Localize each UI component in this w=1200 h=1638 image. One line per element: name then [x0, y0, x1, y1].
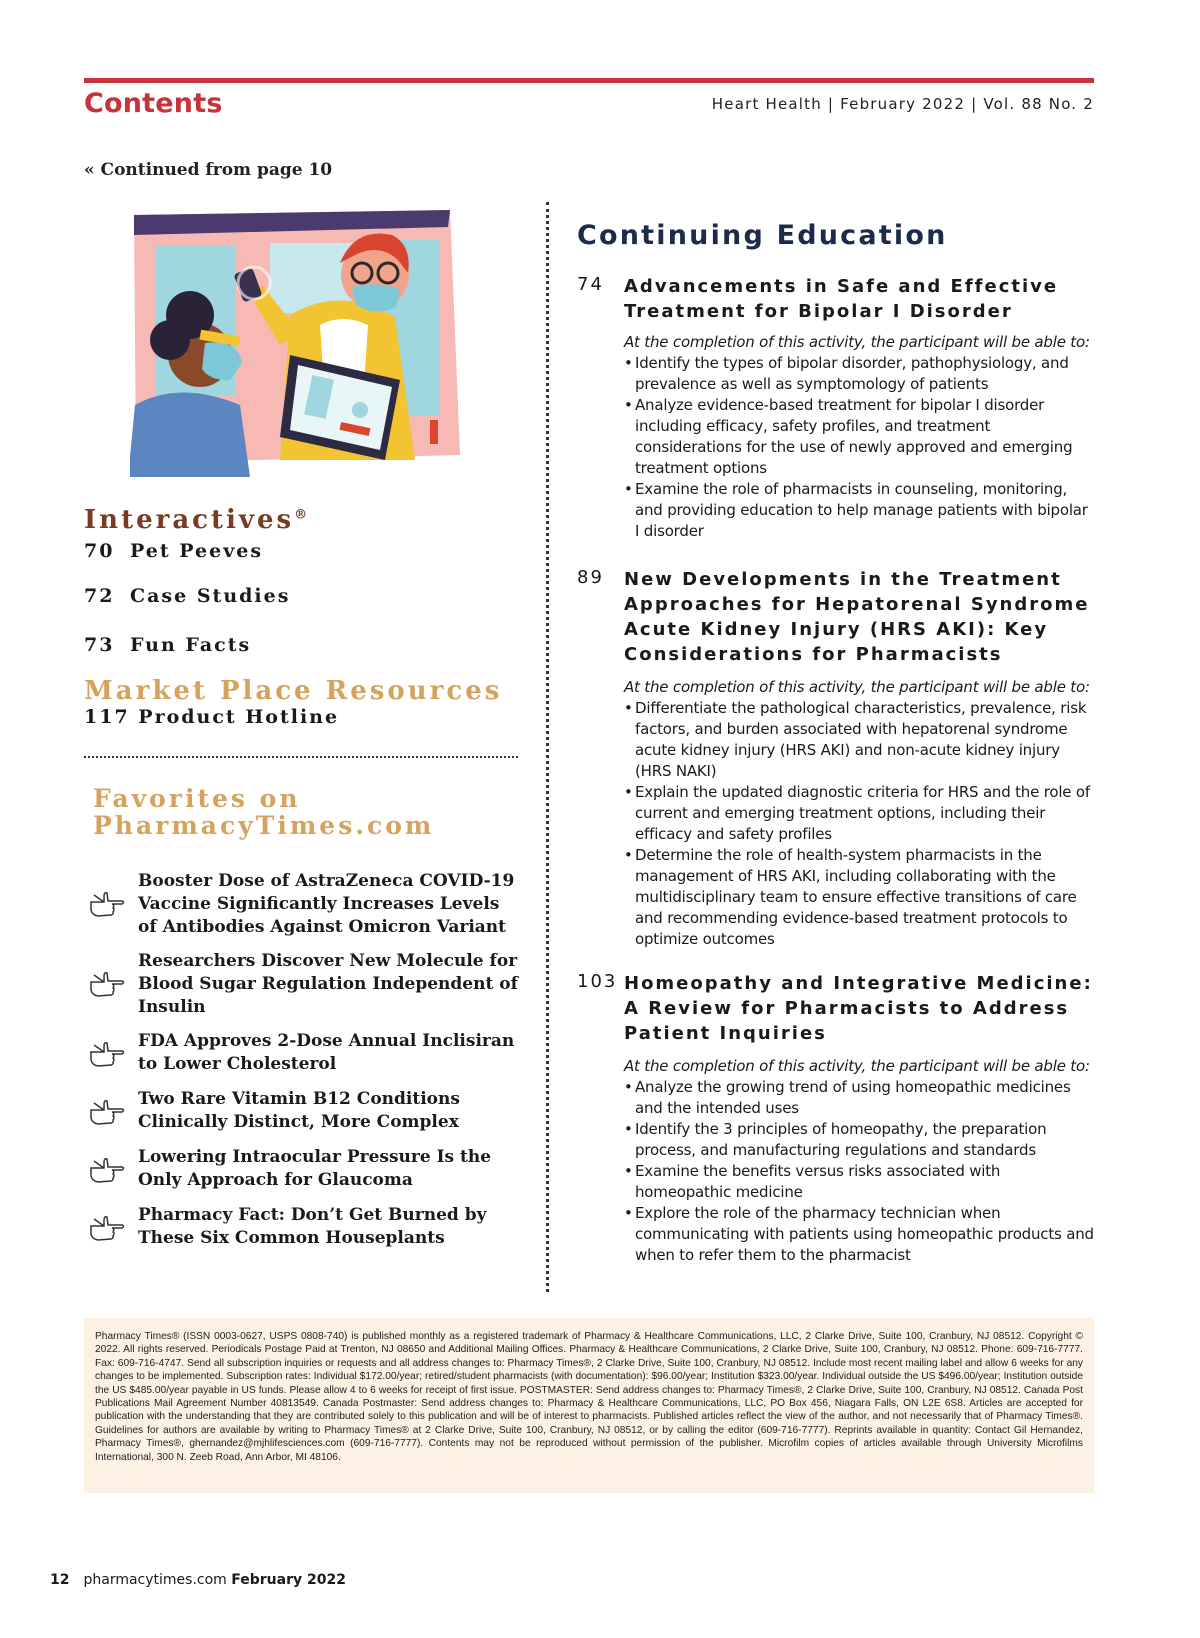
- item-title: Pet Peeves: [130, 540, 264, 562]
- interactives-item-case-studies[interactable]: [84, 585, 290, 607]
- publisher-notice-box: [84, 1318, 1094, 1493]
- interactives-item-pet-peeves[interactable]: [84, 540, 263, 562]
- page-footer: [50, 1572, 346, 1588]
- ce-objective: • Analyze evidence-based treatment for bipolar I disorder including efficacy, safety profiles, and treatment considerations for the use of newly approved and emerging treatment options: [624, 395, 1094, 479]
- ce-article-title: Homeopathy and Integrative Medicine: A Review for Pharmacists to Address Patient Inquiries: [624, 973, 1093, 1044]
- ce-page-number: 89: [577, 567, 604, 588]
- pointing-hand-icon: [88, 1034, 128, 1074]
- ce-objective: • Analyze the growing trend of using homeopathic medicines and the intended uses: [624, 1077, 1094, 1119]
- ce-objectives-list: [624, 698, 1094, 950]
- ce-objective: • Explore the role of the pharmacy technician when communicating with patients using homeopathic products and when to refer them to the pharmacist: [624, 1203, 1094, 1266]
- item-page: 70: [84, 540, 115, 562]
- item-page: 72: [84, 585, 115, 607]
- ce-objective: • Identify the types of bipolar disorder, pathophysiology, and prevalence as well as symptomology of patients: [624, 353, 1094, 395]
- favorite-title: Pharmacy Fact: Don’t Get Burned by These Six Common Houseplants: [138, 1205, 487, 1248]
- item-page: 73: [84, 634, 115, 656]
- market-item-product-hotline[interactable]: [84, 706, 339, 728]
- ce-objectives-intro: At the completion of this activity, the participant will be able to:: [624, 678, 1090, 696]
- ce-objective: • Differentiate the pathological characteristics, prevalence, risk factors, and burden associated with hepatorenal syndrome acute kidney injury (HRS AKI) and non-acute kidney injury (HRS NAKI): [624, 698, 1094, 782]
- favorites-heading: Favorites on PharmacyTimes.com: [93, 784, 435, 840]
- header-rule: [84, 78, 1094, 83]
- ce-page-number: 74: [577, 274, 604, 295]
- column-divider: [546, 202, 549, 1292]
- continued-note: « Continued from page 10: [84, 160, 333, 180]
- page-number: 12: [50, 1572, 70, 1588]
- pointing-hand-icon: [88, 1092, 128, 1132]
- favorite-title: Lowering Intraocular Pressure Is the Only Approach for Glaucoma: [138, 1147, 492, 1190]
- item-title: Case Studies: [130, 585, 291, 607]
- ce-objectives-list: [624, 1077, 1094, 1266]
- interactives-item-fun-facts[interactable]: [84, 634, 251, 656]
- item-page: 117: [84, 706, 130, 728]
- page-title: Contents: [84, 88, 223, 119]
- ce-article-title: New Developments in the Treatment Approaches for Hepatorenal Syndrome Acute Kidney Injury (HRS AKI): Key Considerations for Pharmacists: [624, 569, 1090, 665]
- site-link[interactable]: pharmacytimes.com: [83, 1572, 227, 1588]
- pointing-hand-icon: [88, 964, 128, 1004]
- item-title: Product Hotline: [138, 706, 340, 728]
- footer-date: February 2022: [231, 1572, 346, 1588]
- pointing-hand-icon: [88, 1208, 128, 1248]
- market-place-heading: Market Place Resources: [84, 676, 503, 706]
- ce-objectives-intro: At the completion of this activity, the participant will be able to:: [624, 1057, 1090, 1075]
- issue-info: Heart Health | February 2022 | Vol. 88 No. 2: [711, 95, 1094, 113]
- favorite-title: Booster Dose of AstraZeneca COVID-19 Vaccine Significantly Increases Levels of Antibodies Against Omicron Variant: [138, 871, 515, 937]
- ce-page-number: 103: [577, 971, 618, 992]
- ce-objective: • Examine the role of pharmacists in counseling, monitoring, and providing education to help manage patients with bipolar I disorder: [624, 479, 1094, 542]
- ce-objective: • Determine the role of health-system pharmacists in the management of HRS AKI, including collaborating with the multidisciplinary team to ensure effective transitions of care and recommending evidence-based treatment protocols to optimize outcomes: [624, 845, 1094, 950]
- pointing-hand-icon: [88, 884, 128, 924]
- ce-objective: • Examine the benefits versus risks associated with homeopathic medicine: [624, 1161, 1094, 1203]
- pharmacist-vaccination-illustration: [130, 205, 470, 477]
- ce-objectives-list: [624, 353, 1094, 542]
- item-title: Fun Facts: [130, 634, 252, 656]
- favorite-title: Two Rare Vitamin B12 Conditions Clinically Distinct, More Complex: [138, 1089, 460, 1132]
- ce-objective: • Explain the updated diagnostic criteria for HRS and the role of current and emerging treatment options, including their efficacy and safety profiles: [624, 782, 1094, 845]
- ce-article-title: Advancements in Safe and Effective Treatment for Bipolar I Disorder: [624, 276, 1059, 322]
- publisher-notice: Pharmacy Times® (ISSN 0003-0627, USPS 0808-740) is published monthly as a registered trademark of Pharmacy & Healthcare Communications, LLC, 2 Clarke Drive, Suite 100, Cranbury, NJ 08512. Copyright © 2022. All rights reserved. Periodicals Postage Paid at Trenton, NJ 08650 and Additional Mailing Offices. Pharmacy & Healthcare Communications, 2 Clarke Drive, Suite 100, Cranbury, NJ 08512. Phone: 609-716-7777. Fax: 609-716-4747. Send all subscription inquiries or requests and all address changes to: Pharmacy Times®, 2 Clarke Drive, Suite 100, Cranbury, NJ 08512. Include most recent mailing label and allow 6 weeks for any changes to be implemented. Subscription rates: Individual $172.00/year; retired/student pharmacists (with documentation): $96.00/year; Institution $323.00/year. Individual outside the US $496.00/year; Institution outside the US $485.00/year payable in US funds. Please allow 4 to 6 weeks for receipt of first issue. POSTMASTER: Send address changes to: Pharmacy Times®, 2 Clarke Drive, Suite 100, Cranbury, NJ 08512. Canada Post Publications Mail Agreement Number 40813549. Canada Postmaster: Send address changes to: Pharmacy & Healthcare Communications, LLC, PO Box 456, Niagara Falls, ON L2E 6S8. Articles are accepted for publication with the understanding that they are contributed solely to this publication and will be of interest to pharmacists. Published articles reflect the view of the author, and not necessarily that of Pharmacy Times®. Guidelines for authors are available by writing to Pharmacy Times® at 2 Clarke Drive, Suite 100, Cranbury, NJ 08512, or by calling the editor (609-716-7777). Reprints available in quantity: Contact Gil Hernandez, Pharmacy Times®, ghernandez@mjhlifesciences.com (609-716-7777). Contents may not be reproduced without permission of the publisher. Microfilm copies of articles available through University Microfilms International, 300 N. Zeeb Road, Ann Arbor, MI 48106.: [95, 1331, 1083, 1463]
- favorite-title: Researchers Discover New Molecule for Blood Sugar Regulation Independent of Insulin: [138, 951, 518, 1017]
- interactives-heading: Interactives®: [84, 505, 308, 535]
- ce-objective: • Identify the 3 principles of homeopathy, the preparation process, and manufacturing regulations and standards: [624, 1119, 1094, 1161]
- ce-objectives-intro: At the completion of this activity, the participant will be able to:: [624, 333, 1090, 351]
- continuing-education-heading: Continuing Education: [577, 220, 948, 251]
- section-divider: [84, 756, 518, 758]
- pointing-hand-icon: [88, 1150, 128, 1190]
- favorite-title: FDA Approves 2-Dose Annual Inclisiran to Lower Cholesterol: [138, 1031, 515, 1074]
